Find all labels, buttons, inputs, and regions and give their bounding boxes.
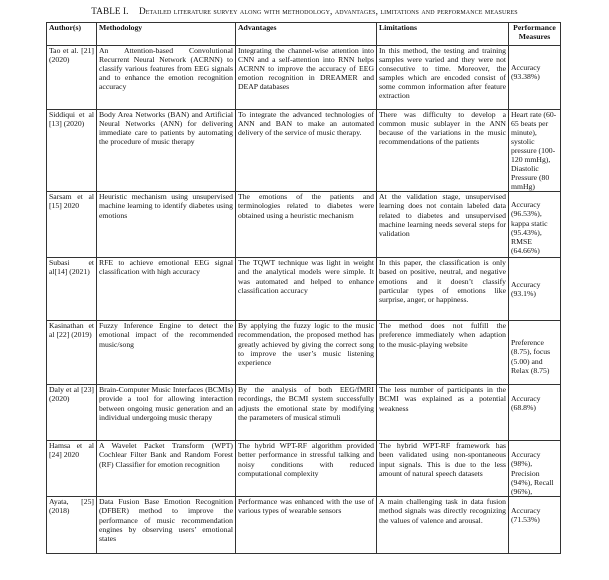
limitations-cell: There was difficulty to develop a common music sublayer in the ANN because of the variations in the music recommendations of the patients bbox=[377, 110, 509, 192]
advantages-cell: By the analysis of both EEG/fMRI recordings, the BCMI system successfully adjusts the emotional state by modifying the parameters of musical stimuli bbox=[236, 385, 377, 441]
table-row bbox=[47, 321, 561, 385]
table-row bbox=[47, 497, 561, 554]
measures-cell: Accuracy (71.53%) bbox=[509, 497, 561, 554]
author-cell: Hamsa et al [24] 2020 bbox=[47, 441, 97, 497]
header-performance-measures: Performance Measures bbox=[509, 23, 561, 46]
limitations-cell: The less number of participants in the BCMI was explained as a potential weakness bbox=[377, 385, 509, 441]
methodology-cell: Heuristic mechanism using unsupervised machine learning to identify diabetes using emotions bbox=[97, 192, 236, 258]
methodology-cell: Data Fusion Base Emotion Recognition (DFBER) method to improve the performance of music recommendation engines by observing users’ emotional states bbox=[97, 497, 236, 554]
measures-cell: Accuracy (68.8%) bbox=[509, 385, 561, 441]
literature-survey-table bbox=[46, 22, 561, 554]
methodology-cell: Body Area Networks (BAN) and Artificial Neural Networks (ANN) for delivering immediate care to patients by automating the procedure of music therapy bbox=[97, 110, 236, 192]
measures-cell: Accuracy (93.38%) bbox=[509, 46, 561, 110]
author-cell: Tao et al. [21] (2020) bbox=[47, 46, 97, 110]
limitations-cell: In this method, the testing and training samples were varied and they were not consecutive to time. Moreover, the samples which are encoded consist of some common information after feature extraction bbox=[377, 46, 509, 110]
limitations-cell: The method does not fulfill the preference immediately when adaption to the music-playing website bbox=[377, 321, 509, 385]
methodology-cell: An Attention-based Convolutional Recurrent Neural Network (ACRNN) to classify various features from EEG signals and to enhance the emotion recognition accuracy bbox=[97, 46, 236, 110]
limitations-cell: The hybrid WPT-RF framework has been validated using non-spontaneous input signals. This is due to the less amount of natural speech datasets bbox=[377, 441, 509, 497]
advantages-cell: The emotions of the patients and terminologies related to diabetes were obtained using a heuristic mechanism bbox=[236, 192, 377, 258]
methodology-cell: A Wavelet Packet Transform (WPT) Cochlear Filter Bank and Random Forest (RF) Classifier for emotion recognition bbox=[97, 441, 236, 497]
header-authors: Author(s) bbox=[47, 23, 97, 46]
table-row bbox=[47, 385, 561, 441]
limitations-cell: At the validation stage, unsupervised learning does not contain labeled data related to diabetes and unsupervised machine learning needs several steps for validation bbox=[377, 192, 509, 258]
header-row bbox=[47, 23, 561, 46]
limitations-cell: In this paper, the classification is only based on positive, neutral, and negative emotions and it doesn’t classify particular types of emotions like surprise, anger, or happiness. bbox=[377, 258, 509, 321]
header-advantages: Advantages bbox=[236, 23, 377, 46]
methodology-cell: Brain-Computer Music Interfaces (BCMIs) provide a tool for allowing interaction between ongoing music generation and an individual undergoing music therapy bbox=[97, 385, 236, 441]
measures-cell: Preference (8.75), focus (5.00) and Relax (8.75) bbox=[509, 321, 561, 385]
table-row bbox=[47, 258, 561, 321]
table-row bbox=[47, 110, 561, 192]
methodology-cell: RFE to achieve emotional EEG signal classification with high accuracy bbox=[97, 258, 236, 321]
advantages-cell: To integrate the advanced technologies of ANN and BAN to make an automated delivery of the service of music therapy. bbox=[236, 110, 377, 192]
methodology-cell: Fuzzy Inference Engine to detect the emotional impact of the recommended music/song bbox=[97, 321, 236, 385]
measures-cell: Accuracy (96.53%), kappa static (95.43%), RMSE (64.66%) bbox=[509, 192, 561, 258]
measures-cell: Accuracy (98%), Precision (94%), Recall (96%), bbox=[509, 441, 561, 497]
advantages-cell: Integrating the channel-wise attention into CNN and a self-attention into RNN helps ACRNN to improve the accuracy of EEG emotion recognition in DREAMER and DEAP databases bbox=[236, 46, 377, 110]
advantages-cell: By applying the fuzzy logic to the music recommendation, the proposed method has greatly achieved by giving the correct song to improve the user’s music listening experience bbox=[236, 321, 377, 385]
advantages-cell: Performance was enhanced with the use of various types of wearable sensors bbox=[236, 497, 377, 554]
table-row bbox=[47, 46, 561, 110]
header-methodology: Methodology bbox=[97, 23, 236, 46]
measures-cell: Heart rate (60-65 beats per minute), systolic pressure (100-120 mmHg), Diastolic Pressure (80 mmHg) bbox=[509, 110, 561, 192]
author-cell: Sarsam et al [15] 2020 bbox=[47, 192, 97, 258]
advantages-cell: The hybrid WPT-RF algorithm provided better performance in stressful talking and noisy conditions with reduced computational complexity bbox=[236, 441, 377, 497]
advantages-cell: The TQWT technique was light in weight and the analytical models were simple. It was automated and helped to enhance classification accuracy bbox=[236, 258, 377, 321]
author-cell: Ayata, [25] (2018) bbox=[47, 497, 97, 554]
header-limitations: Limitations bbox=[377, 23, 509, 46]
table-row bbox=[47, 192, 561, 258]
author-cell: Kasinathan et al [22] (2019) bbox=[47, 321, 97, 385]
measures-cell: Accuracy (93.1%) bbox=[509, 258, 561, 321]
author-cell: Daly et al [23] (2020) bbox=[47, 385, 97, 441]
author-cell: Siddiqui et al [13] (2020) bbox=[47, 110, 97, 192]
table-row bbox=[47, 441, 561, 497]
table-title: Detailed literature survey along with methodology, advantages, limitations and performance measures bbox=[139, 6, 518, 16]
table-number: TABLE I. bbox=[91, 6, 129, 16]
limitations-cell: A main challenging task in data fusion method signals was directly recognizing the values of valence and arousal. bbox=[377, 497, 509, 554]
table-caption bbox=[0, 6, 609, 16]
author-cell: Subasi et al[14] (2021) bbox=[47, 258, 97, 321]
